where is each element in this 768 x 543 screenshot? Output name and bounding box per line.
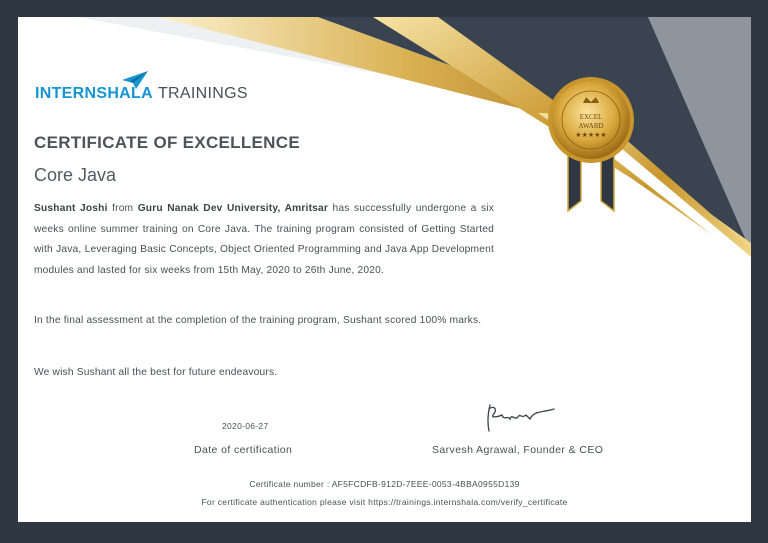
verification-note: For certificate authentication please visit https://trainings.internshala.com/verify_certificate bbox=[201, 497, 568, 507]
award-seal-icon bbox=[546, 75, 636, 215]
certificate-number: Certificate number : AF5FCDFB-912D-7EEE-0053-4BBA0955D139 bbox=[249, 479, 520, 489]
internshala-logo: INTERNSHALA TRAININGS bbox=[35, 85, 248, 102]
svg-text:EXCEL: EXCEL bbox=[579, 113, 603, 121]
signer-label: Sarvesh Agrawal, Founder & CEO bbox=[432, 444, 604, 456]
svg-text:★★★★★: ★★★★★ bbox=[575, 131, 607, 139]
certification-date: 2020-06-27 bbox=[222, 421, 269, 431]
paragraph-1-text: has successfully undergone a six weeks online summer training on Core Java. The training program consisted of Getting Started with Java, Leveraging Basic Concepts, Object Oriented Programming and Java App Development modules and lasted for six weeks from 15th May, 2020 to 26th June, 2020. bbox=[34, 203, 495, 276]
from-word: from bbox=[107, 203, 138, 214]
svg-text:AWARD: AWARD bbox=[578, 122, 604, 130]
certificate-title: CERTIFICATE OF EXCELLENCE bbox=[34, 133, 300, 152]
student-name: Sushant Joshi bbox=[34, 203, 108, 214]
certificate-paper bbox=[18, 17, 751, 522]
date-label: Date of certification bbox=[194, 444, 293, 456]
signature-image bbox=[484, 401, 558, 437]
certificate-paragraph-2: In the final assessment at the completion of the training program, Sushant scored 100% marks. bbox=[34, 315, 482, 326]
course-name: Core Java bbox=[34, 165, 117, 185]
university-name: Guru Nanak Dev University, Amritsar bbox=[137, 203, 329, 214]
certificate-paragraph-1 bbox=[34, 199, 494, 281]
certificate-paragraph-3: We wish Sushant all the best for future endeavours. bbox=[34, 367, 278, 378]
